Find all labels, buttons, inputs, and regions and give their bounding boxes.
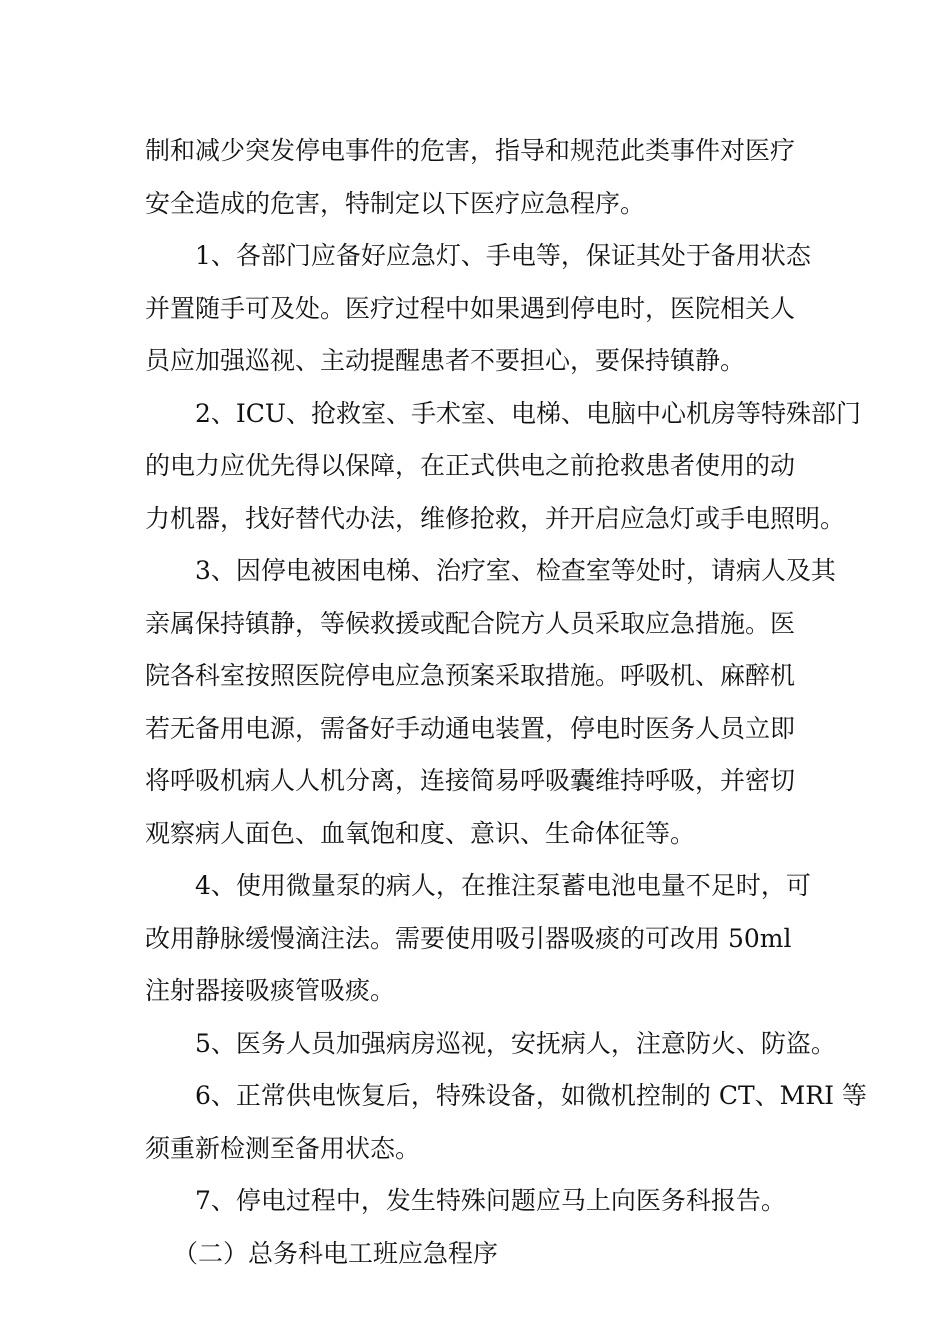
paragraph-line: 并置随手可及处。医疗过程中如果遇到停电时，医院相关人: [145, 293, 796, 323]
paragraph-line: 院各科室按照医院停电应急预案采取措施。呼吸机、麻醉机: [145, 661, 796, 690]
paragraph-line: 改用静脉缓慢滴注法。需要使用吸引器吸痰的可改用 50ml: [145, 923, 792, 953]
paragraph-line: 5、医务人员加强病房巡视，安抚病人，注意防火、防盗。: [195, 1028, 836, 1058]
paragraph-line: 的电力应优先得以保障，在正式供电之前抢救患者使用的动: [145, 451, 796, 480]
paragraph-line: 力机器，找好替代办法，维修抢救，并开启应急灯或手电照明。: [145, 503, 846, 533]
paragraph-line: 6、正常供电恢复后，特殊设备，如微机控制的 CT、MRI 等: [195, 1081, 867, 1110]
document-body: [145, 125, 867, 1280]
paragraph-line: 注射器接吸痰管吸痰。: [145, 976, 396, 1005]
paragraph-line: 制和减少突发停电事件的危害，指导和规范此类事件对医疗: [145, 136, 796, 165]
paragraph-line: 1、各部门应备好应急灯、手电等，保证其处于备用状态: [195, 241, 811, 270]
paragraph-line: 3、因停电被困电梯、治疗室、检查室等处时，请病人及其: [195, 556, 836, 585]
paragraph-line: 若无备用电源，需备好手动通电装置，停电时医务人员立即: [145, 713, 796, 743]
paragraph-line: 4、使用微量泵的病人，在推注泵蓄电池电量不足时，可: [195, 871, 811, 900]
paragraph-line: 2、ICU、抢救室、手术室、电梯、电脑中心机房等特殊部门: [195, 398, 861, 428]
paragraph-line: 须重新检测至备用状态。: [145, 1133, 421, 1163]
section-heading: （二）总务科电工班应急程序: [173, 1238, 499, 1268]
paragraph-line: 观察病人面色、血氧饱和度、意识、生命体征等。: [145, 818, 696, 848]
paragraph-line: 7、停电过程中，发生特殊问题应马上向医务科报告。: [195, 1186, 786, 1215]
paragraph-line: 员应加强巡视、主动提醒患者不要担心，要保持镇静。: [145, 346, 746, 375]
paragraph-line: 安全造成的危害，特制定以下医疗应急程序。: [145, 188, 646, 218]
paragraph-line: 将呼吸机病人人机分离，连接简易呼吸囊维持呼吸，并密切: [145, 766, 796, 795]
paragraph-line: 亲属保持镇静，等候救援或配合院方人员采取应急措施。医: [145, 608, 796, 638]
